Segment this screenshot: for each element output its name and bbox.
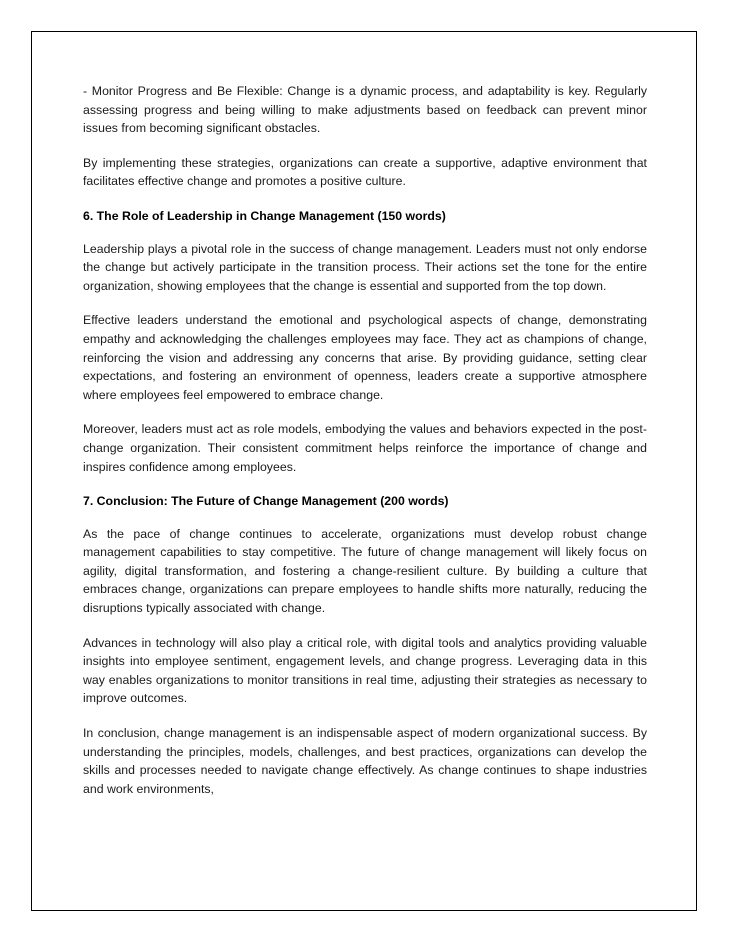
paragraph: Moreover, leaders must act as role models, embodying the values and behaviors expected in the post-change organization. Their consistent commitment helps reinforce the importance of change and inspires confidence among employees.: [83, 422, 647, 474]
paragraph: Effective leaders understand the emotional and psychological aspects of change, demonstrating empathy and acknowledging the challenges employees may face. They act as champions of change, reinforcing the vision and addressing any concerns that arise. By providing guidance, setting clear expectations, and fostering an environment of openness, leaders create a supportive atmosphere where employees feel empowered to embrace change.: [83, 313, 647, 402]
paragraph: - Monitor Progress and Be Flexible: Change is a dynamic process, and adaptability is key. Regularly assessing progress and being willing to make adjustments based on feedback can prevent minor issues from becoming significant obstacles.: [83, 84, 647, 136]
document-content: [83, 82, 647, 814]
paragraph: Leadership plays a pivotal role in the success of change management. Leaders must not only endorse the change but actively participate in the transition process. Their actions set the tone for the entire organization, showing employees that the change is essential and supported from the top down.: [83, 241, 647, 293]
paragraph: Advances in technology will also play a critical role, with digital tools and analytics providing valuable insights into employee sentiment, engagement levels, and change progress. Leveraging data in this way enables organizations to monitor transitions in real time, adjusting their strategies as necessary to improve outcomes.: [83, 635, 647, 706]
paragraph: In conclusion, change management is an indispensable aspect of modern organizational success. By understanding the principles, models, challenges, and best practices, organizations can develop the skills and processes needed to navigate change effectively. As change continues to shape industries and work environments,: [83, 726, 647, 796]
section-heading: 6. The Role of Leadership in Change Management (150 words): [83, 208, 446, 223]
paragraph: As the pace of change continues to accelerate, organizations must develop robust change management capabilities to stay competitive. The future of change management will likely focus on agility, digital transformation, and fostering a change-resilient culture. By building a culture that embraces change, organizations can prepare employees to handle shifts more naturally, reducing the disruptions typically associated with change.: [83, 526, 647, 616]
document-page: [31, 31, 697, 911]
section-heading: 7. Conclusion: The Future of Change Management (200 words): [83, 494, 449, 509]
paragraph: By implementing these strategies, organizations can create a supportive, adaptive environment that facilitates effective change and promotes a positive culture.: [83, 155, 647, 189]
